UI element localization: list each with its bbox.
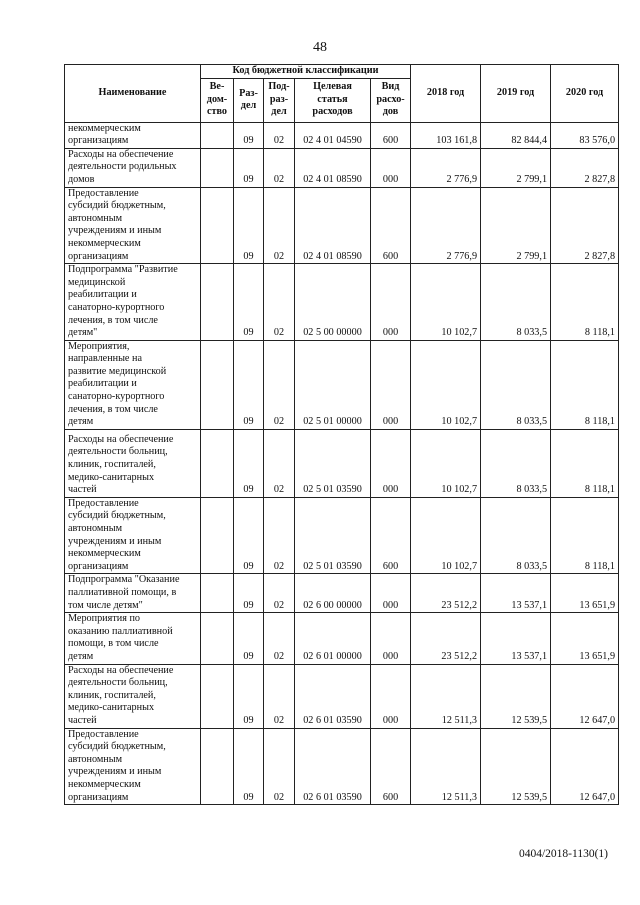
row-tselevaya-statya-cell: 02 6 01 03590	[295, 728, 371, 805]
row-2019-value: 8 033,5	[481, 264, 551, 341]
row-vedomstvo-cell	[201, 728, 234, 805]
row-tselevaya-statya-cell: 02 5 00 00000	[295, 264, 371, 341]
row-2020-value: 8 118,1	[551, 429, 619, 497]
table-row	[65, 613, 619, 664]
row-razdel-cell: 09	[234, 148, 264, 187]
row-2019-value: 2 799,1	[481, 148, 551, 187]
row-vedomstvo-cell	[201, 429, 234, 497]
row-podrazdel-cell: 02	[264, 497, 295, 574]
table-row	[65, 122, 619, 148]
budget-table	[64, 64, 619, 805]
row-razdel-cell: 09	[234, 728, 264, 805]
row-tselevaya-statya-cell: 02 4 01 04590	[295, 122, 371, 148]
row-2020-value: 8 118,1	[551, 497, 619, 574]
table-row	[65, 728, 619, 805]
row-vid-raskhodov-cell: 000	[371, 340, 411, 429]
table-row	[65, 264, 619, 341]
row-vedomstvo-cell	[201, 148, 234, 187]
row-podrazdel-cell: 02	[264, 340, 295, 429]
table-row	[65, 148, 619, 187]
row-tselevaya-statya-cell: 02 6 01 03590	[295, 664, 371, 728]
row-name-cell: Предоставление субсидий бюджетным, автономным учреждениям и иным некоммерческим организациям	[65, 497, 201, 574]
row-podrazdel-cell: 02	[264, 429, 295, 497]
row-razdel-cell: 09	[234, 122, 264, 148]
header-vedomstvo: Ве- дом- ство	[201, 78, 234, 122]
row-tselevaya-statya-cell: 02 4 01 08590	[295, 148, 371, 187]
row-podrazdel-cell: 02	[264, 148, 295, 187]
row-name-cell: Подпрограмма "Оказание паллиативной помощи, в том числе детям"	[65, 574, 201, 613]
row-podrazdel-cell: 02	[264, 613, 295, 664]
row-vid-raskhodov-cell: 600	[371, 122, 411, 148]
row-tselevaya-statya-cell: 02 6 00 00000	[295, 574, 371, 613]
row-2019-value: 2 799,1	[481, 187, 551, 264]
row-vid-raskhodov-cell: 000	[371, 664, 411, 728]
row-podrazdel-cell: 02	[264, 122, 295, 148]
row-2018-value: 2 776,9	[411, 187, 481, 264]
row-name-cell: Расходы на обеспечение деятельности родильных домов	[65, 148, 201, 187]
page-number: 48	[313, 40, 327, 55]
row-podrazdel-cell: 02	[264, 264, 295, 341]
row-razdel-cell: 09	[234, 340, 264, 429]
row-razdel-cell: 09	[234, 264, 264, 341]
row-tselevaya-statya-cell: 02 4 01 08590	[295, 187, 371, 264]
table-row	[65, 429, 619, 497]
row-razdel-cell: 09	[234, 613, 264, 664]
row-2018-value: 2 776,9	[411, 148, 481, 187]
table-header	[65, 65, 619, 123]
row-tselevaya-statya-cell: 02 5 01 03590	[295, 429, 371, 497]
table-row	[65, 664, 619, 728]
row-2018-value: 10 102,7	[411, 429, 481, 497]
row-2018-value: 12 511,3	[411, 664, 481, 728]
row-2019-value: 12 539,5	[481, 664, 551, 728]
row-razdel-cell: 09	[234, 664, 264, 728]
row-2019-value: 82 844,4	[481, 122, 551, 148]
row-name-cell: Предоставление субсидий бюджетным, автономным учреждениям и иным некоммерческим организациям	[65, 728, 201, 805]
row-2018-value: 23 512,2	[411, 574, 481, 613]
row-podrazdel-cell: 02	[264, 664, 295, 728]
row-vedomstvo-cell	[201, 497, 234, 574]
row-razdel-cell: 09	[234, 429, 264, 497]
row-podrazdel-cell: 02	[264, 574, 295, 613]
row-vedomstvo-cell	[201, 613, 234, 664]
header-razdel: Раз- дел	[234, 78, 264, 122]
row-2018-value: 10 102,7	[411, 264, 481, 341]
row-2019-value: 13 537,1	[481, 613, 551, 664]
row-vid-raskhodov-cell: 000	[371, 613, 411, 664]
row-vid-raskhodov-cell: 600	[371, 728, 411, 805]
row-vedomstvo-cell	[201, 122, 234, 148]
row-name-cell: Расходы на обеспечение деятельности больниц, клиник, госпиталей, медико-санитарных частей	[65, 429, 201, 497]
row-2018-value: 10 102,7	[411, 340, 481, 429]
header-2018: 2018 год	[411, 65, 481, 123]
row-razdel-cell: 09	[234, 187, 264, 264]
row-2018-value: 12 511,3	[411, 728, 481, 805]
row-name-cell: некоммерческим организациям	[65, 122, 201, 148]
row-vedomstvo-cell	[201, 187, 234, 264]
row-name-cell: Подпрограмма "Развитие медицинской реабилитации и санаторно-курортного лечения, в том числе детям"	[65, 264, 201, 341]
table-row	[65, 187, 619, 264]
row-2019-value: 8 033,5	[481, 497, 551, 574]
header-tselevaya-statya: Целевая статья расходов	[295, 78, 371, 122]
row-2019-value: 13 537,1	[481, 574, 551, 613]
row-2018-value: 10 102,7	[411, 497, 481, 574]
row-name-cell: Предоставление субсидий бюджетным, автономным учреждениям и иным некоммерческим организациям	[65, 187, 201, 264]
header-name: Наименование	[65, 65, 201, 123]
row-tselevaya-statya-cell: 02 5 01 00000	[295, 340, 371, 429]
row-2020-value: 8 118,1	[551, 340, 619, 429]
row-name-cell: Мероприятия по оказанию паллиативной помощи, в том числе детям	[65, 613, 201, 664]
row-vid-raskhodov-cell: 600	[371, 187, 411, 264]
row-2019-value: 8 033,5	[481, 340, 551, 429]
row-tselevaya-statya-cell: 02 5 01 03590	[295, 497, 371, 574]
row-vedomstvo-cell	[201, 574, 234, 613]
row-2020-value: 8 118,1	[551, 264, 619, 341]
row-vid-raskhodov-cell: 000	[371, 429, 411, 497]
row-podrazdel-cell: 02	[264, 187, 295, 264]
row-vedomstvo-cell	[201, 664, 234, 728]
row-vid-raskhodov-cell: 600	[371, 497, 411, 574]
row-2020-value: 13 651,9	[551, 613, 619, 664]
row-vid-raskhodov-cell: 000	[371, 574, 411, 613]
row-tselevaya-statya-cell: 02 6 01 00000	[295, 613, 371, 664]
row-2020-value: 12 647,0	[551, 728, 619, 805]
row-podrazdel-cell: 02	[264, 728, 295, 805]
table-body	[65, 122, 619, 805]
row-vid-raskhodov-cell: 000	[371, 148, 411, 187]
header-2020: 2020 год	[551, 65, 619, 123]
table-row	[65, 574, 619, 613]
row-2020-value: 83 576,0	[551, 122, 619, 148]
row-2020-value: 12 647,0	[551, 664, 619, 728]
header-podrazdel: Под- раз- дел	[264, 78, 295, 122]
row-name-cell: Мероприятия, направленные на развитие медицинской реабилитации и санаторно-курортного лечения, в том числе детям	[65, 340, 201, 429]
row-2019-value: 8 033,5	[481, 429, 551, 497]
header-2019: 2019 год	[481, 65, 551, 123]
table-row	[65, 340, 619, 429]
row-razdel-cell: 09	[234, 497, 264, 574]
row-2020-value: 2 827,8	[551, 148, 619, 187]
row-name-cell: Расходы на обеспечение деятельности больниц, клиник, госпиталей, медико-санитарных частей	[65, 664, 201, 728]
row-2020-value: 2 827,8	[551, 187, 619, 264]
row-2019-value: 12 539,5	[481, 728, 551, 805]
table-row	[65, 497, 619, 574]
row-vid-raskhodov-cell: 000	[371, 264, 411, 341]
row-vedomstvo-cell	[201, 264, 234, 341]
row-2018-value: 23 512,2	[411, 613, 481, 664]
header-classification-group: Код бюджетной классификации	[201, 65, 411, 79]
row-razdel-cell: 09	[234, 574, 264, 613]
row-vedomstvo-cell	[201, 340, 234, 429]
header-vid-raskhodov: Вид расхо- дов	[371, 78, 411, 122]
document-code: 0404/2018-1130(1)	[518, 848, 608, 860]
row-2018-value: 103 161,8	[411, 122, 481, 148]
row-2020-value: 13 651,9	[551, 574, 619, 613]
